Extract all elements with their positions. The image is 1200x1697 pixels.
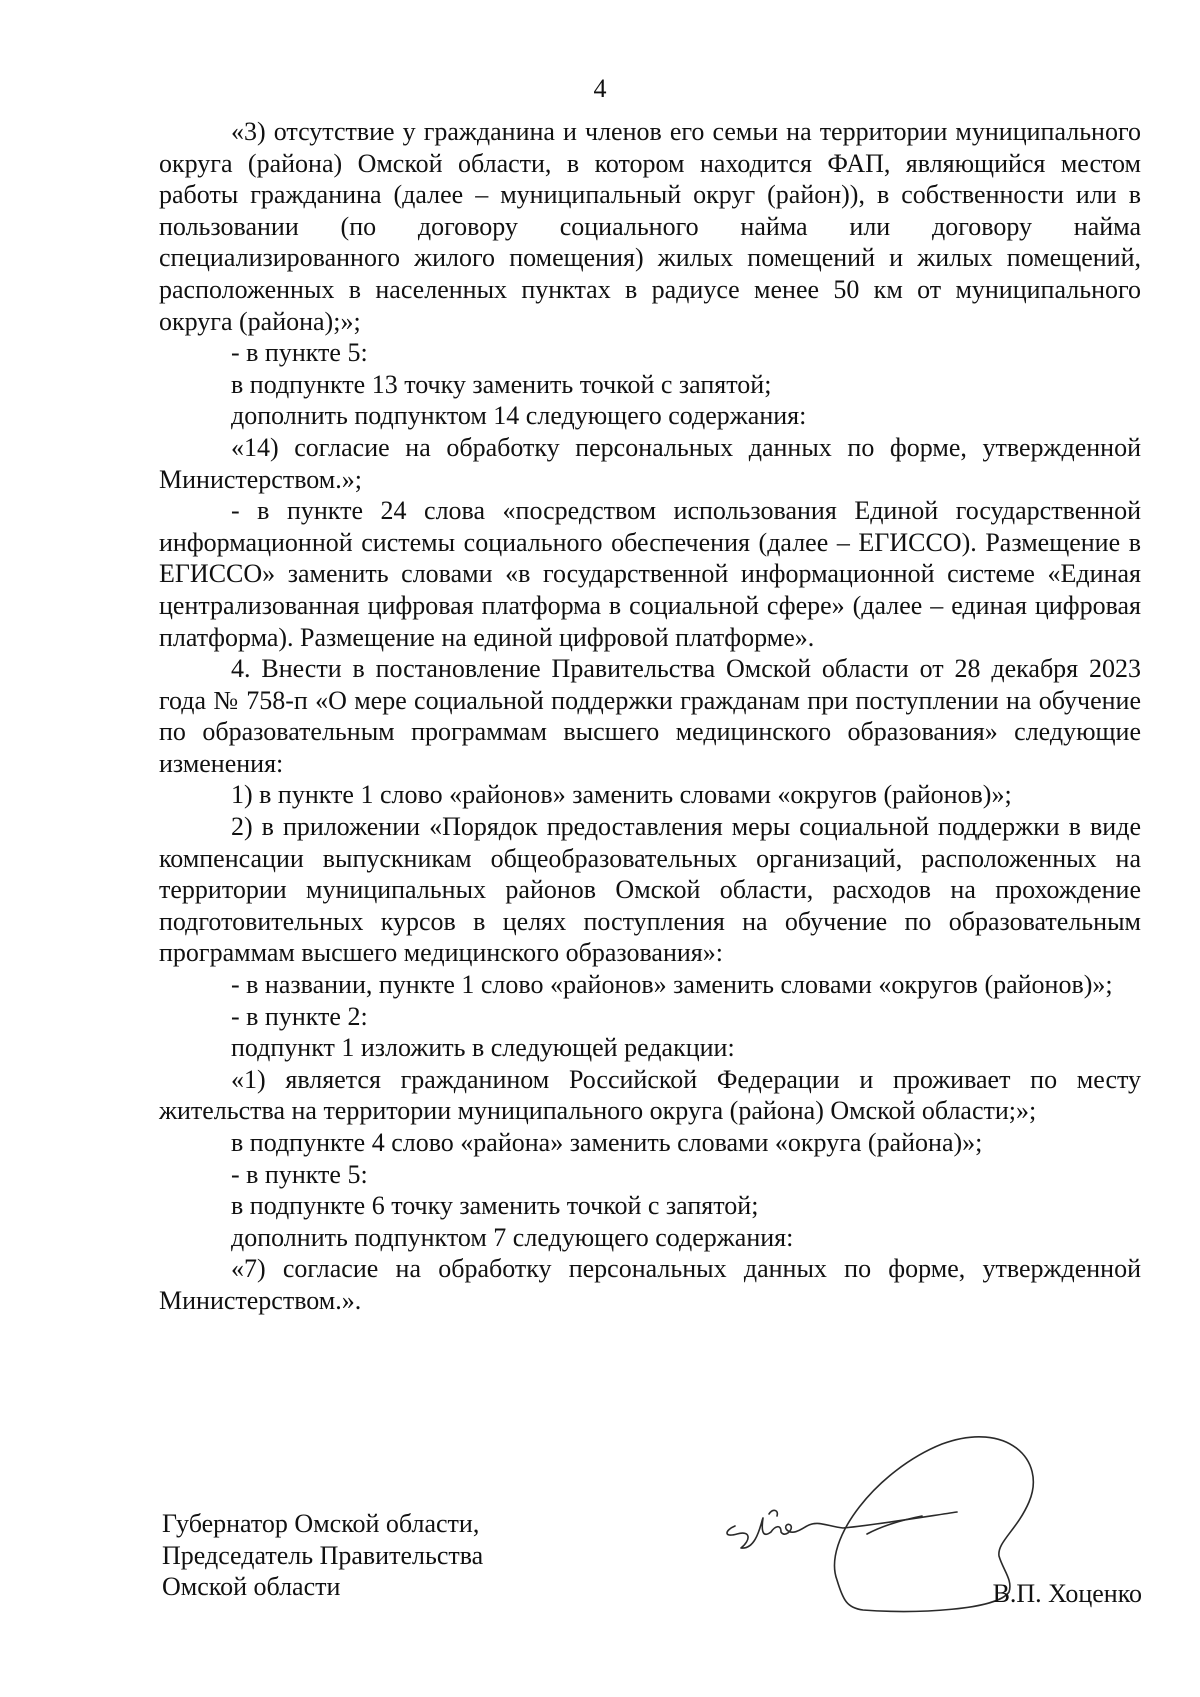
paragraph-subitem-6-change: в подпункте 6 точку заменить точкой с запятой;	[231, 1191, 759, 1221]
page-number: 4	[593, 74, 607, 103]
paragraph-add-subitem-7: дополнить подпунктом 7 следующего содержания:	[231, 1222, 794, 1252]
paragraph-add-subitem-14: дополнить подпунктом 14 следующего содержания:	[231, 401, 807, 431]
paragraph-item-4-2: 2) в приложении «Порядок предоставления меры социальной поддержки в виде компенсации выпускникам общеобразовательных организаций, расположенных на территории муниципальных районов Омской области, расходов на прохождение подготовительных курсов в целях поступления на обучение по образовательным программам высшего медицинского образования»:	[159, 812, 1141, 968]
paragraph-title-change: - в названии, пункте 1 слово «районов» заменить словами «округов (районов)»;	[231, 970, 1113, 1000]
paragraph-item-4-1: 1) в пункте 1 слово «районов» заменить словами «округов (районов)»;	[231, 780, 1012, 810]
signer-name: В.П. Хоценко	[992, 1579, 1142, 1608]
paragraph-point-5-second: - в пункте 5:	[231, 1159, 368, 1189]
signer-title-line: Председатель Правительства	[162, 1540, 484, 1570]
signer-title-line: Губернатор Омской области,	[162, 1509, 480, 1538]
paragraph-subitem-3-text: «3) отсутствие у гражданина и членов его семьи на территории муниципального округа (района) Омской области, в котором находится ФАП, являющийся местом работы гражданина (далее – муниципальный округ (район)), в собственности или в пользовании (по договору социального найма или договору найма специализированного жилого помещения) жилых помещений и жилых помещений, расположенных в населенных пунктах в радиусе менее 50 км от муниципального округа (района);»;	[159, 117, 1141, 336]
paragraph-point-24-change: - в пункте 24 слова «посредством использования Единой государственной информационной системы социального обеспечения (далее – ЕГИССО). Размещение в ЕГИССО» заменить словами «в государственной информационной системе «Единая централизованная цифровая платформа в социальной сфере» (далее – единая цифровая платформа). Размещение на единой цифровой платформе».	[159, 496, 1141, 652]
paragraph-subitem-7-text: «7) согласие на обработку персональных данных по форме, утвержденной Министерством.».	[159, 1254, 1141, 1315]
paragraph-subitem-13-change: в подпункте 13 точку заменить точкой с запятой;	[231, 369, 772, 399]
signature-block	[162, 1508, 1142, 1658]
paragraph-point-2: - в пункте 2:	[231, 1001, 368, 1031]
document-body	[159, 116, 1141, 1317]
signer-title	[162, 1508, 483, 1603]
paragraph-item-4: 4. Внести в постановление Правительства Омской области от 28 декабря 2023 года № 758-п «О мере социальной поддержки гражданам при поступлении на обучение по образовательным программам высшего медицинского образования» следующие изменения:	[159, 654, 1141, 778]
paragraph-subitem-1-text: «1) является гражданином Российской Федерации и проживает по месту жительства на территории муниципального округа (района) Омской области;»;	[159, 1064, 1141, 1126]
paragraph-subitem-4-change: в подпункте 4 слово «района» заменить словами «округа (района)»;	[231, 1128, 983, 1157]
paragraph-subitem-1-redaction: подпункт 1 изложить в следующей редакции:	[231, 1033, 735, 1063]
signer-title-line: Омской области	[162, 1572, 341, 1601]
paragraph-subitem-14-text: «14) согласие на обработку персональных данных по форме, утвержденной Министерством.»;	[159, 432, 1141, 494]
paragraph-point-5: - в пункте 5:	[231, 338, 368, 368]
